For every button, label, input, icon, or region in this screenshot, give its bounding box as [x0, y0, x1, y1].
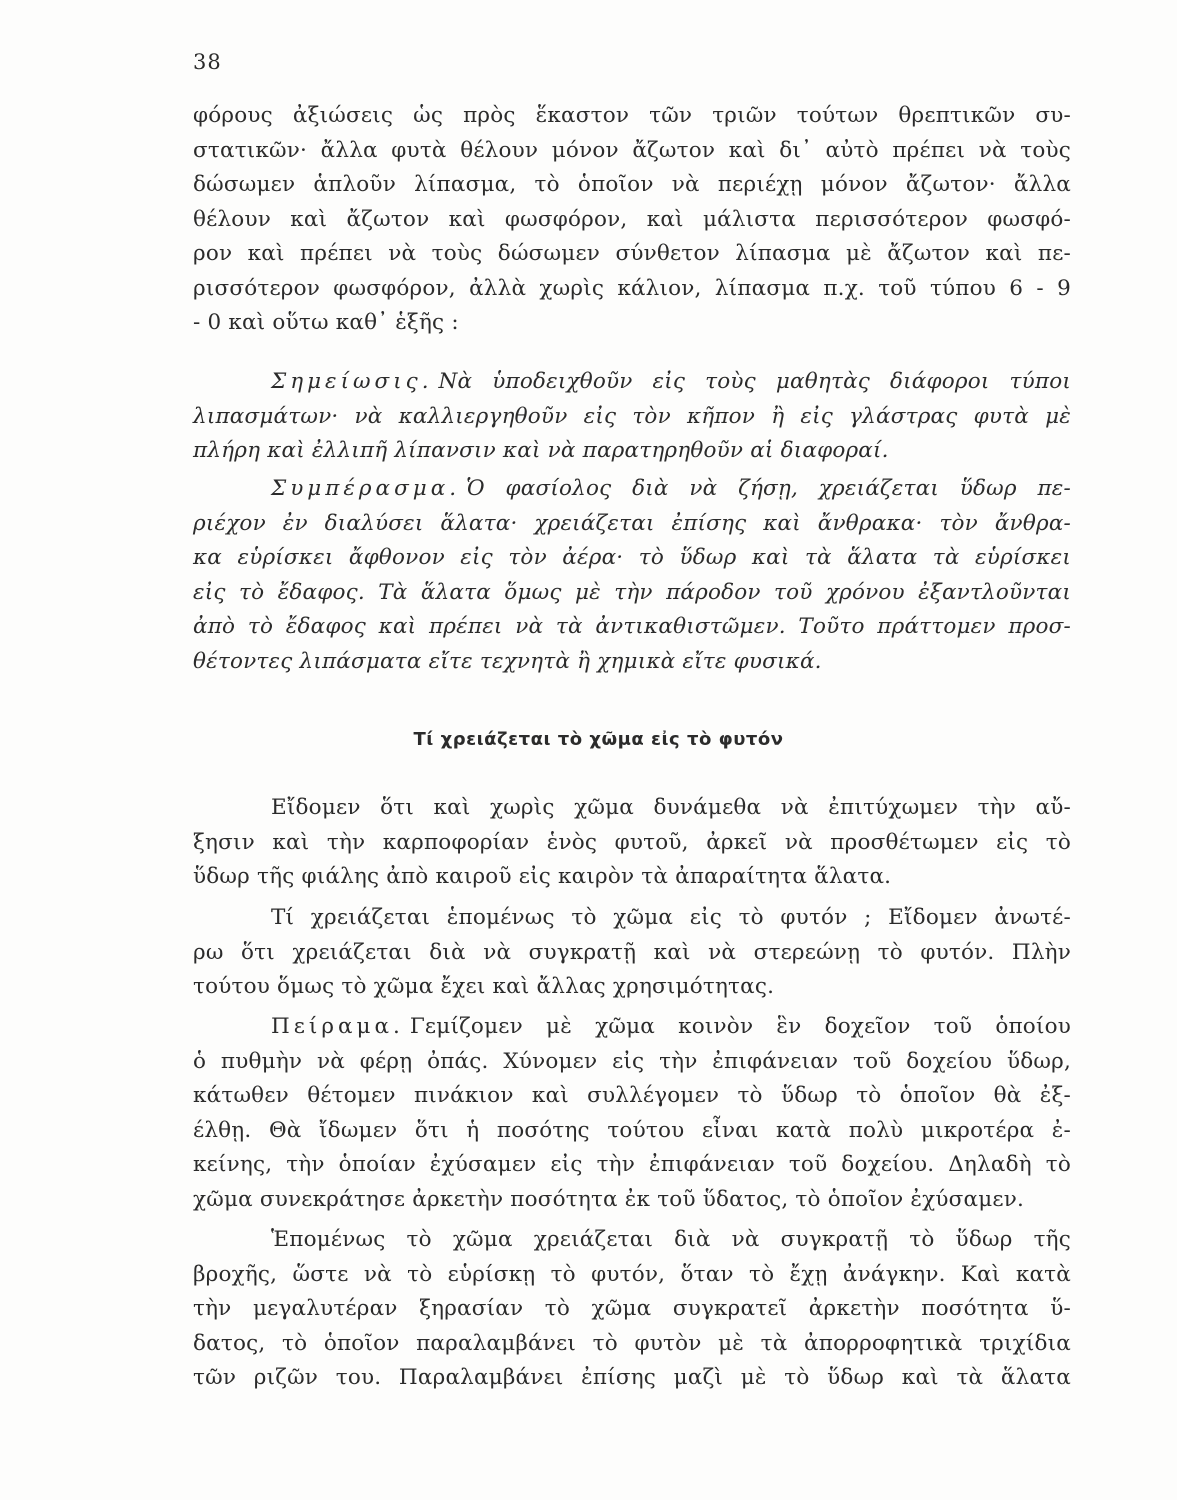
- conclusion-paragraph: [193, 472, 1071, 679]
- text-line: τούτου ὅμως τὸ χῶμα ἔχει καὶ ἄλλας χρησιμότητας.: [193, 974, 775, 999]
- text-line: βροχῆς, ὥστε νὰ τὸ εὑρίσκῃ τὸ φυτόν, ὅταν τὸ ἔχῃ ἀνάγκην. Καὶ κατὰ: [193, 1261, 1071, 1287]
- experiment-first-line: [193, 1010, 1071, 1045]
- text-line: φόρους ἀξιώσεις ὡς πρὸς ἕκαστον τῶν τριῶν τούτων θρεπτικῶν συ-: [193, 103, 1071, 128]
- text-line: λιπασμάτων· νὰ καλλιεργηθοῦν εἰς τὸν κῆπον ἢ εἰς γλάστρας φυτὰ μὲ: [193, 403, 1071, 429]
- text-line: ρον καὶ πρέπει νὰ τοὺς δώσωμεν σύνθετον λίπασμα μὲ ἄζωτον καὶ πε-: [193, 241, 1071, 266]
- text-line: κάτωθεν θέτομεν πινάκιον καὶ συλλέγομεν τὸ ὕδωρ τὸ ὁποῖον θὰ ἐξ-: [193, 1083, 1071, 1108]
- conclusion-line-rest: Ὁ φασίολος διὰ νὰ ζήσῃ, χρειάζεται ὕδωρ πε-: [466, 476, 1071, 501]
- note-line-rest: Νὰ ὑποδειχθοῦν εἰς τοὺς μαθητὰς διάφοροι τύποι: [438, 369, 1071, 394]
- text-line: ἀπὸ τὸ ἔδαφος καὶ πρέπει νὰ τὰ ἀντικαθιστῶμεν. Τοῦτο πράττομεν προσ-: [193, 614, 1071, 639]
- text-line: χῶμα συνεκράτησε ἀρκετὴν ποσότητα ἐκ τοῦ ὕδατος, τὸ ὁποῖον ἐχύσαμεν.: [193, 1186, 1025, 1212]
- text-line: ὁ πυθμὴν νὰ φέρῃ ὀπάς. Χύνομεν εἰς τὴν ἐπιφάνειαν τοῦ δοχείου ὕδωρ,: [193, 1048, 1071, 1074]
- text-line: ρισσότερον φωσφόρον, ἀλλὰ χωρὶς κάλιον, λίπασμα π.χ. τοῦ τύπου 6 - 9: [193, 275, 1071, 301]
- text-line: - 0 καὶ οὕτω καθ᾽ ἑξῆς :: [193, 310, 459, 335]
- text-line: εἰς τὸ ἔδαφος. Τὰ ἅλατα ὅμως μὲ τὴν πάροδον τοῦ χρόνου ἐξαντλοῦνται: [193, 579, 1071, 605]
- conclusion-lead: Συμπέρασμα.: [271, 476, 461, 501]
- text-line: Ἑπομένως τὸ χῶμα χρειάζεται διὰ νὰ συγκρατῇ τὸ ὕδωρ τῆς: [271, 1227, 1071, 1252]
- text-line: κα εὑρίσκει ἄφθονον εἰς τὸν ἀέρα· τὸ ὕδωρ καὶ τὰ ἅλατα τὰ εὑρίσκει: [193, 545, 1071, 570]
- text-line: θέτοντες λιπάσματα εἴτε τεχνητὰ ἢ χημικὰ εἴτε φυσικά.: [193, 648, 822, 674]
- opening-paragraph: [193, 99, 1071, 341]
- note-first-line: [193, 365, 1071, 400]
- paragraph-1: [193, 791, 1071, 895]
- text-line: τῶν ριζῶν του. Παραλαμβάνει ἐπίσης μαζὶ μὲ τὸ ὕδωρ καὶ τὰ ἅλατα: [193, 1365, 1071, 1390]
- text-line: Εἴδομεν ὅτι καὶ χωρὶς χῶμα δυνάμεθα νὰ ἐπιτύχωμεν τὴν αὔ-: [271, 795, 1071, 820]
- paragraph-2: [193, 901, 1071, 1005]
- note-lead: Σημείωσις.: [271, 369, 433, 394]
- paragraph-3: [193, 1223, 1071, 1396]
- text-line: Τί χρειάζεται ἑπομένως τὸ χῶμα εἰς τὸ φυτόν ; Εἴδομεν ἀνωτέ-: [271, 905, 1071, 930]
- text-line: κείνης, τὴν ὁποίαν ἐχύσαμεν εἰς τὴν ἐπιφάνειαν τοῦ δοχείου. Δηλαδὴ τὸ: [193, 1152, 1071, 1177]
- text-line: θέλουν καὶ ἄζωτον καὶ φωσφόρον, καὶ μάλιστα περισσότερον φωσφό-: [193, 206, 1071, 232]
- experiment-line-rest: Γεμίζομεν μὲ χῶμα κοινὸν ἓν δοχεῖον τοῦ ὁποίου: [409, 1014, 1071, 1039]
- note-paragraph: [193, 365, 1071, 469]
- text-line: δώσωμεν ἁπλοῦν λίπασμα, τὸ ὁποῖον νὰ περιέχῃ μόνον ἄζωτον· ἄλλα: [193, 172, 1071, 197]
- section-heading: Τί χρειάζεται τὸ χῶμα εἰς τὸ φυτόν: [413, 729, 784, 750]
- text-line: ξησιν καὶ τὴν καρποφορίαν ἑνὸς φυτοῦ, ἀρκεῖ νὰ προσθέτωμεν εἰς τὸ: [193, 829, 1071, 855]
- text-line: ριέχον ἐν διαλύσει ἅλατα· χρειάζεται ἐπίσης καὶ ἄνθρακα· τὸν ἄνθρα-: [193, 510, 1071, 536]
- text-line: πλήρη καὶ ἐλλιπῆ λίπανσιν καὶ νὰ παρατηρηθοῦν αἱ διαφοραί.: [193, 438, 889, 463]
- experiment-lead: Πείραμα.: [271, 1014, 404, 1039]
- text-line: τὴν μεγαλυτέραν ξηρασίαν τὸ χῶμα συγκρατεῖ ἀρκετὴν ποσότητα ὕ-: [193, 1296, 1071, 1321]
- text-line: ρω ὅτι χρειάζεται διὰ νὰ συγκρατῇ καὶ νὰ στερεώνῃ τὸ φυτόν. Πλὴν: [193, 939, 1071, 965]
- page-number: 38: [193, 50, 222, 74]
- conclusion-first-line: [193, 472, 1071, 507]
- experiment-paragraph: [193, 1010, 1071, 1217]
- text-line: στατικῶν· ἄλλα φυτὰ θέλουν μόνον ἄζωτον καὶ δι᾽ αὐτὸ πρέπει νὰ τοὺς: [193, 137, 1071, 163]
- text-line: ὕδωρ τῆς φιάλης ἀπὸ καιροῦ εἰς καιρὸν τὰ ἀπαραίτητα ἅλατα.: [193, 864, 892, 889]
- text-line: δατος, τὸ ὁποῖον παραλαμβάνει τὸ φυτὸν μὲ τὰ ἀπορροφητικὰ τριχίδια: [193, 1330, 1071, 1356]
- text-line: έλθῃ. Θὰ ἴδωμεν ὅτι ἡ ποσότης τούτου εἶναι κατὰ πολὺ μικροτέρα ἐ-: [193, 1117, 1071, 1143]
